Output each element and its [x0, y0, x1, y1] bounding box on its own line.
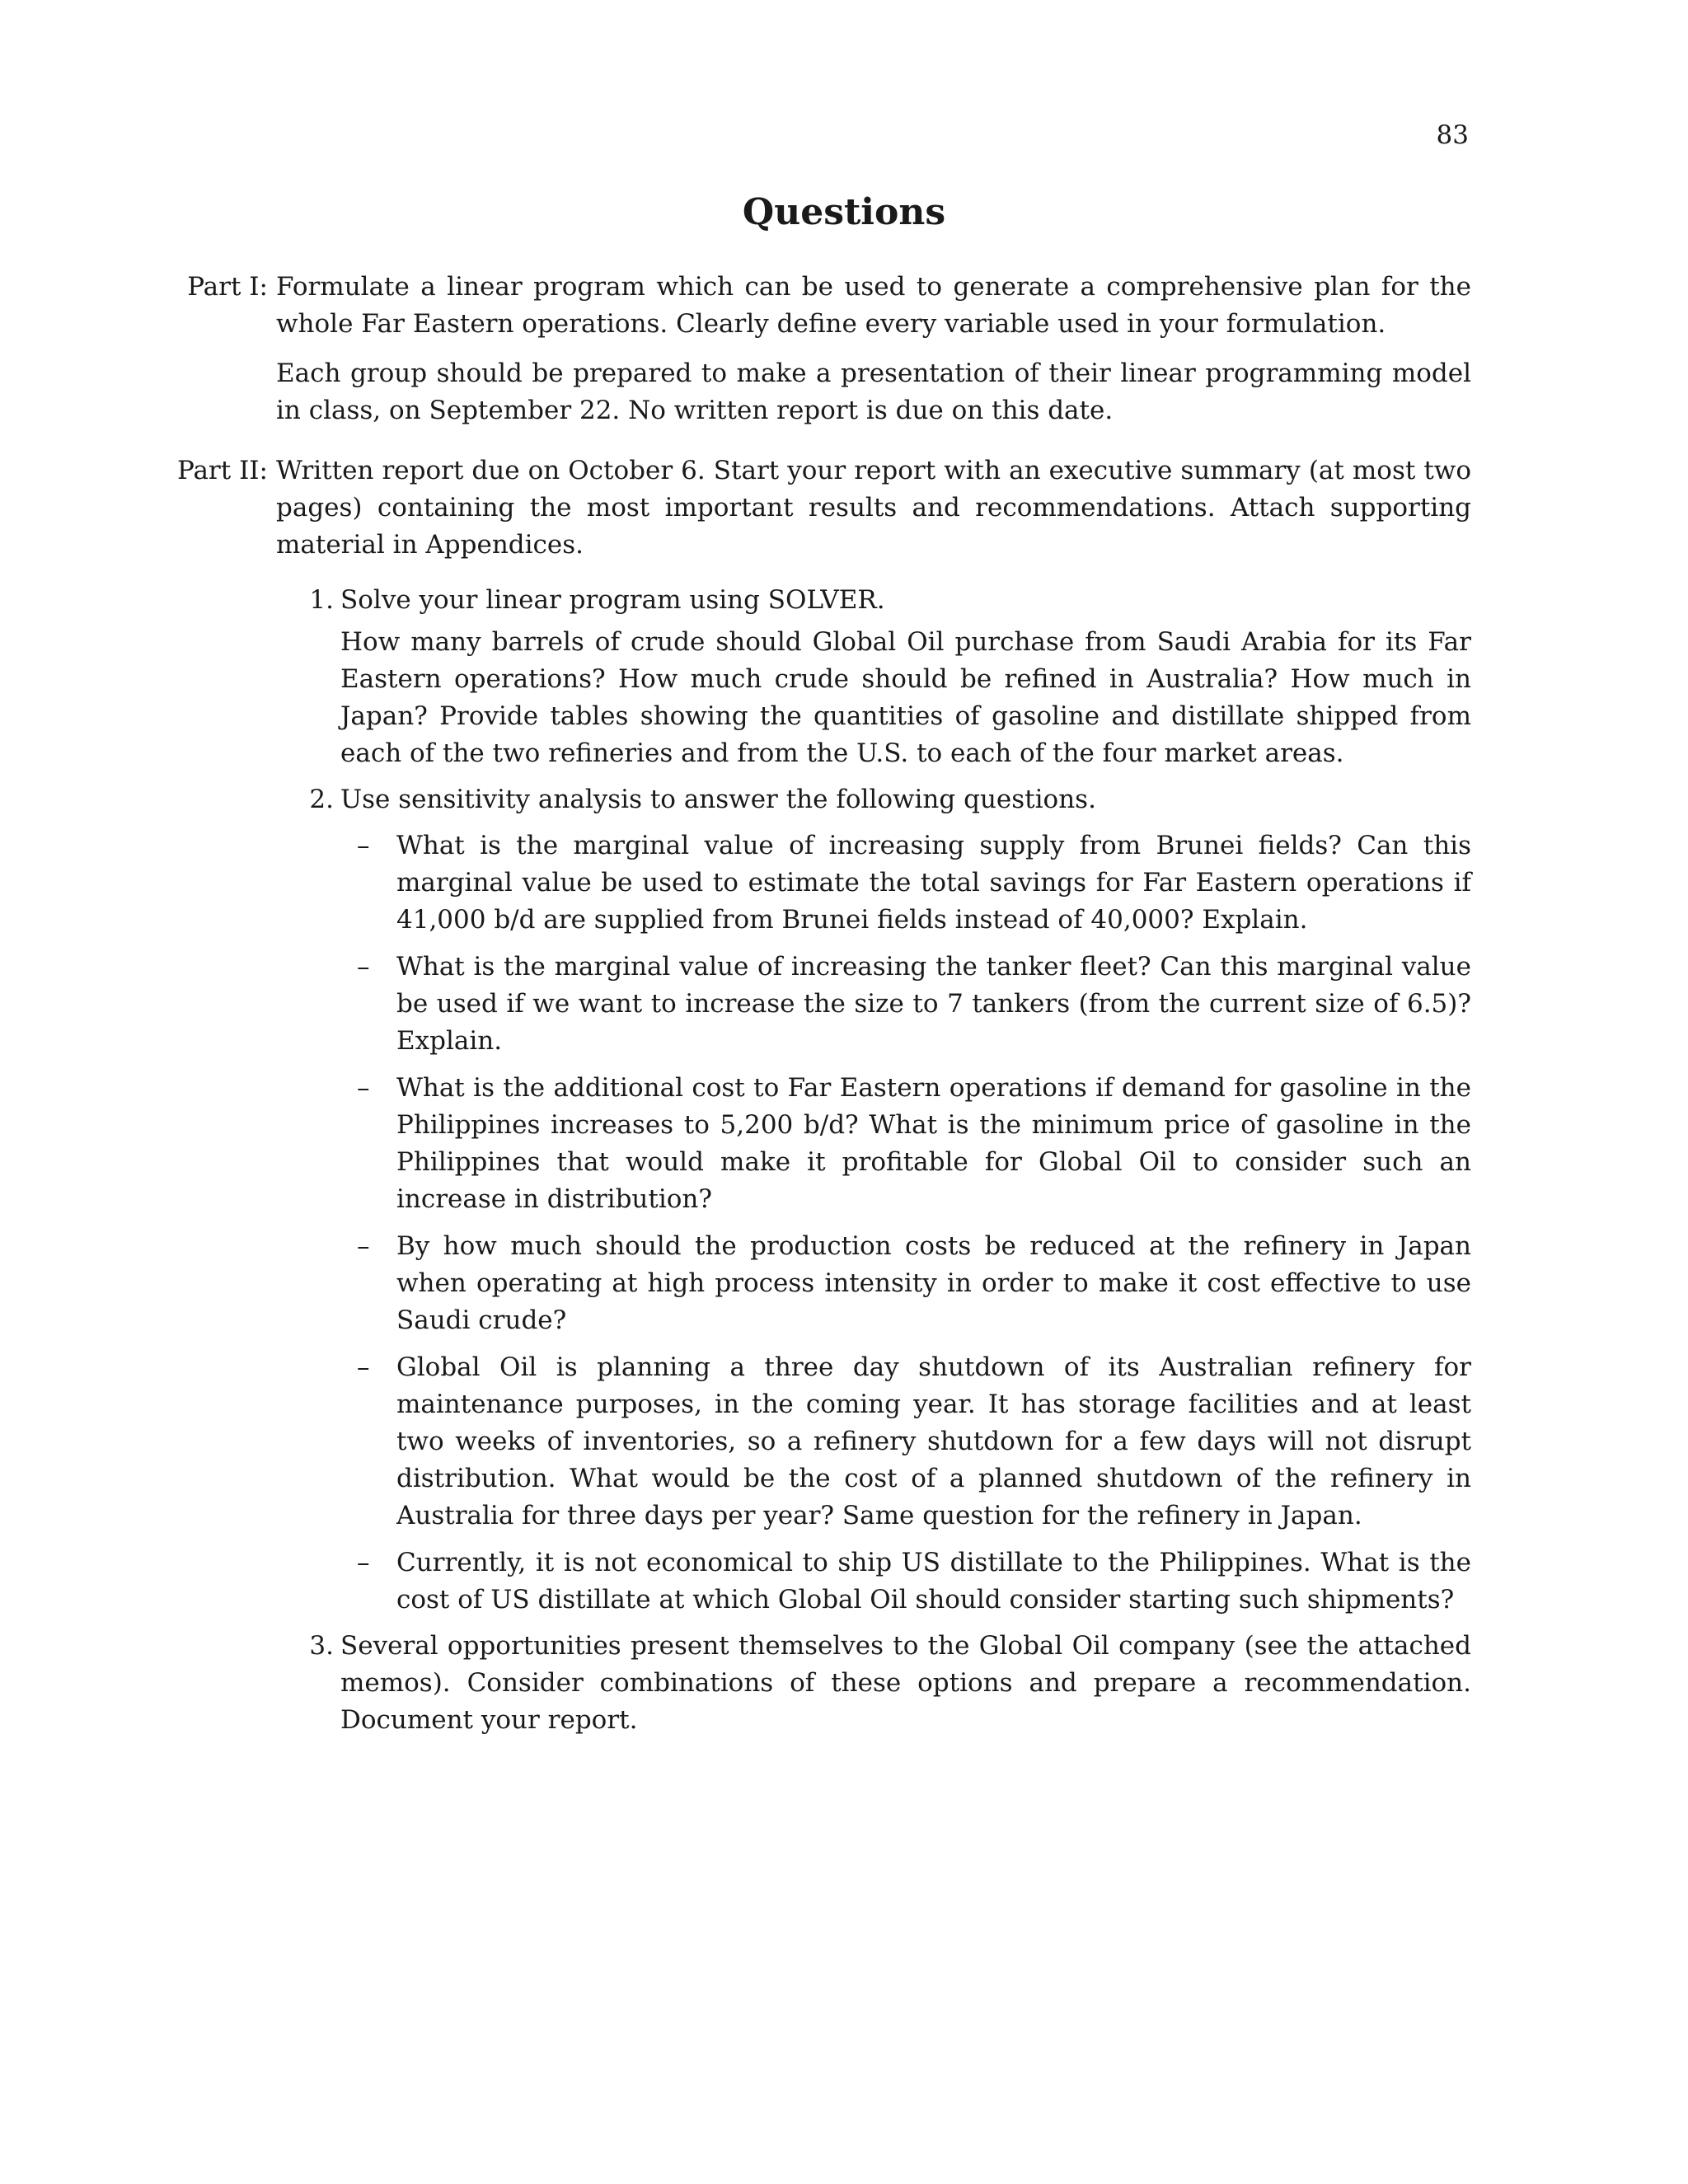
dash-marker: –: [357, 1073, 370, 1103]
list-item-text: What is the additional cost to Far Eastern operations if demand for gasoline in the Philippines increases to 5,200 b/d? What is the minimum price of gasoline in the Philippines that would make it profitable for Global Oil to consider such an increase in distribution?: [396, 1073, 1471, 1214]
list-item: [357, 827, 1471, 939]
question-body: [340, 1628, 1471, 1739]
question-3: [309, 1628, 1471, 1739]
page-title: Questions: [742, 191, 946, 233]
dash-marker: –: [357, 831, 370, 860]
question-text: Use sensitivity analysis to answer the following questions.: [340, 785, 1096, 814]
list-item-text: Global Oil is planning a three day shutdown of its Australian refinery for maintenance purposes, in the coming year. It has storage facilities and at least two weeks of inventories, so a refinery shutdown for a few days will not disrupt distribution. What would be the cost of a planned shutdown of the refinery in Australia for three days per year? Same question for the refinery in Japan.: [396, 1352, 1471, 1530]
question-body: [340, 781, 1471, 1619]
list-item-text: What is the marginal value of increasing the tanker fleet? Can this marginal value be used if we want to increase the size to 7 tankers (from the current size of 6.5)? Explain.: [396, 952, 1471, 1056]
part-2: [161, 452, 1471, 1739]
list-item: [357, 1349, 1471, 1535]
question-list: [276, 582, 1471, 1739]
part-1-body: [276, 269, 1471, 429]
question-body: [340, 582, 1471, 772]
question-text: Several opportunities present themselves to the Global Oil company (see the attached memos). Consider combinations of these options and prepare a recommendation. Document your report.: [340, 1631, 1471, 1735]
question-number: 3.: [309, 1631, 334, 1661]
page-number: 83: [1436, 120, 1469, 150]
part-1-paragraph: Each group should be prepared to make a presentation of their linear programming model in class, on September 22. No written report is due on this date.: [276, 359, 1471, 425]
dash-marker: –: [357, 1352, 370, 1382]
part-2-intro: Written report due on October 6. Start your report with an executive summary (at most two pages) containing the most important results and recommendations. Attach supporting material in Appendices.: [276, 456, 1471, 560]
part-2-body: [276, 452, 1471, 1739]
questions-content: [161, 269, 1471, 1739]
list-item: [357, 949, 1471, 1060]
question-number: 1.: [309, 585, 334, 615]
list-item: [357, 1544, 1471, 1619]
list-item-text: By how much should the production costs be reduced at the refinery in Japan when operating at high process intensity in order to make it cost effective to use Saudi crude?: [396, 1231, 1471, 1335]
dash-marker: –: [357, 1548, 370, 1577]
list-item: [357, 1070, 1471, 1218]
sensitivity-question-list: [340, 827, 1471, 1619]
part-1: [161, 269, 1471, 429]
dash-marker: –: [357, 1231, 370, 1261]
question-text: Solve your linear program using SOLVER.: [340, 585, 885, 615]
question-2: [309, 781, 1471, 1619]
part-1-label: Part I:: [187, 272, 268, 302]
list-item-text: Currently, it is not economical to ship US distillate to the Philippines. What is the cost of US distillate at which Global Oil should consider starting such shipments?: [396, 1548, 1471, 1615]
question-text: How many barrels of crude should Global Oil purchase from Saudi Arabia for its Far Eastern operations? How much crude should be refined in Australia? How much in Japan? Provide tables showing the quantities of gasoline and distillate shipped from each of the two refineries and from the U.S. to each of the four market areas.: [340, 627, 1471, 768]
part-2-label: Part II:: [176, 456, 268, 485]
part-1-paragraph: Formulate a linear program which can be used to generate a comprehensive plan for the whole Far Eastern operations. Clearly define every variable used in your formulation.: [276, 272, 1471, 339]
dash-marker: –: [357, 952, 370, 982]
list-item-text: What is the marginal value of increasing supply from Brunei fields? Can this marginal value be used to estimate the total savings for Far Eastern operations if 41,000 b/d are supplied from Brunei fields instead of 40,000? Explain.: [396, 831, 1471, 935]
list-item: [357, 1228, 1471, 1339]
question-1: [309, 582, 1471, 772]
question-number: 2.: [309, 785, 334, 814]
